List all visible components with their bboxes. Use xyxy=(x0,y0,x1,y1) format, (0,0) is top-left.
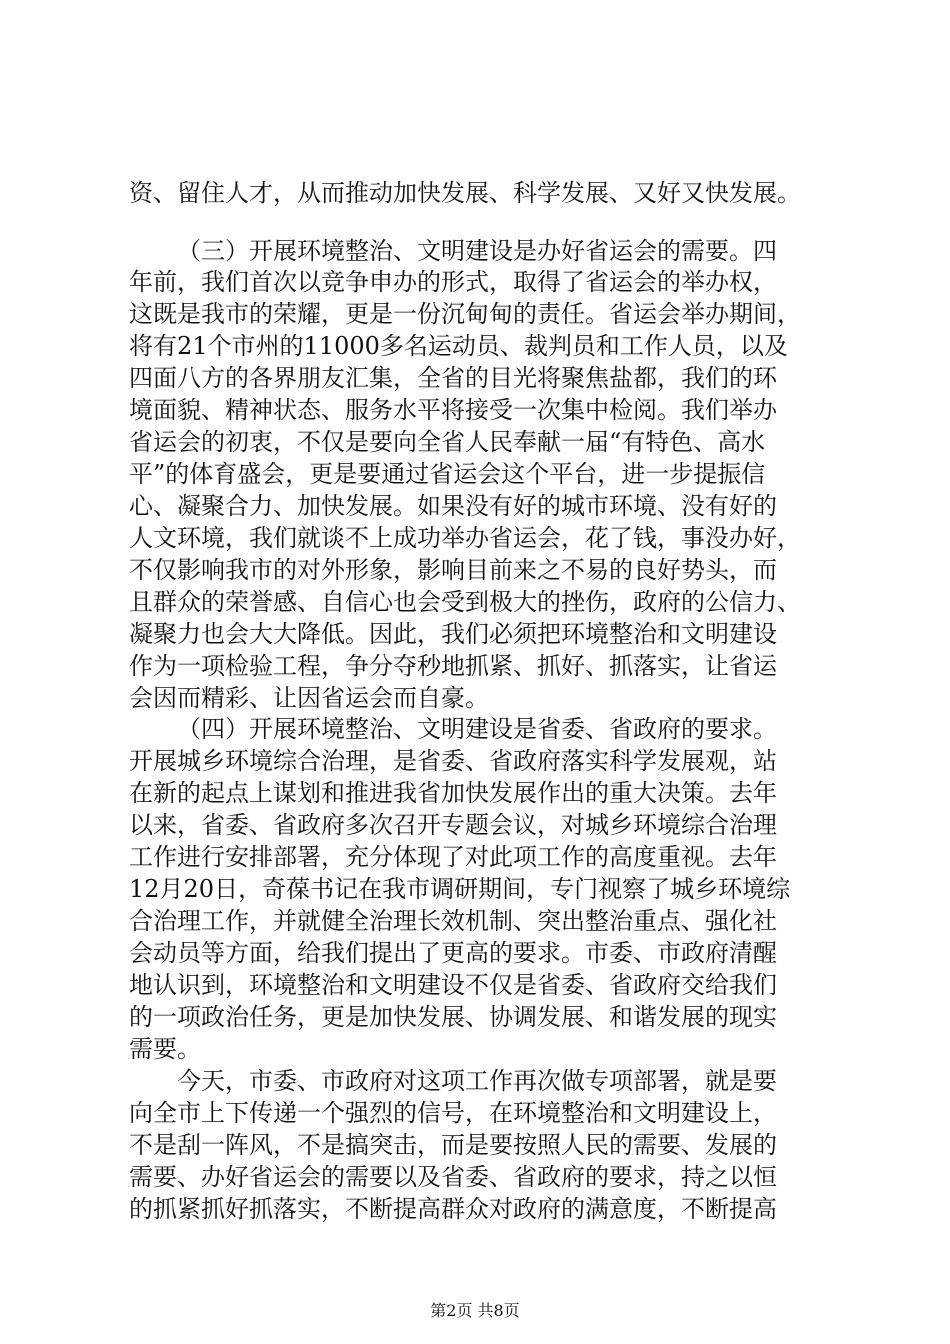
text-line: 的抓紧抓好抓落实，不断提高群众对政府的满意度，不断提高 xyxy=(129,1195,777,1223)
text-line: 年前，我们首次以竞争申办的形式，取得了省运会的举办权， xyxy=(129,268,777,296)
text-line: 人文环境，我们就谈不上成功举办省运会，花了钱，事没办好， xyxy=(129,524,801,552)
text-line: （四）开展环境整治、文明建设是省委、省政府的要求。 xyxy=(177,715,777,743)
text-line: 作为一项检验工程，争分夺秒地抓紧、抓好、抓落实，让省运 xyxy=(129,652,777,680)
text-line: 开展城乡环境综合治理，是省委、省政府落实科学发展观，站 xyxy=(129,747,777,775)
text-line: 工作进行安排部署，充分体现了对此项工作的高度重视。去年 xyxy=(129,843,777,871)
text-line: 不仅影响我市的对外形象，影响目前来之不易的良好势头，而 xyxy=(129,556,777,584)
text-line: 地认识到，环境整治和文明建设不仅是省委、省政府交给我们 xyxy=(129,971,777,999)
page-number-footer: 第2页 共8页 xyxy=(430,1301,520,1320)
text-line: 向全市上下传递一个强烈的信号，在环境整治和文明建设上， xyxy=(129,1099,777,1127)
text-line: （三）开展环境整治、文明建设是办好省运会的需要。四 xyxy=(177,237,777,265)
text-line: 会动员等方面，给我们提出了更高的要求。市委、市政府清醒 xyxy=(129,939,777,967)
text-line: 将有21个市州的11000多名运动员、裁判员和工作人员，以及 xyxy=(129,332,788,360)
text-line: 需要、办好省运会的需要以及省委、省政府的要求，持之以恒 xyxy=(129,1163,777,1191)
text-line: 合治理工作，并就健全治理长效机制、突出整治重点、强化社 xyxy=(129,907,777,935)
text-line: 的一项政治任务，更是加快发展、协调发展、和谐发展的现实 xyxy=(129,1003,777,1031)
text-line: 心、凝聚合力、加快发展。如果没有好的城市环境、没有好的 xyxy=(129,492,777,520)
text-line: 四面八方的各界朋友汇集，全省的目光将聚焦盐都，我们的环 xyxy=(129,364,777,392)
text-line: 且群众的荣誉感、自信心也会受到极大的挫伤，政府的公信力、 xyxy=(129,588,801,616)
text-line: 12月20日，奇葆书记在我市调研期间，专门视察了城乡环境综 xyxy=(129,875,791,903)
text-line: 会因而精彩、让因省运会而自豪。 xyxy=(129,684,489,712)
text-line: 凝聚力也会大大降低。因此，我们必须把环境整治和文明建设 xyxy=(129,620,777,648)
text-line: 需要。 xyxy=(129,1035,201,1063)
text-line: 以来，省委、省政府多次召开专题会议，对城乡环境综合治理 xyxy=(129,811,777,839)
text-line: 境面貌、精神状态、服务水平将接受一次集中检阅。我们举办 xyxy=(129,396,777,424)
text-line: 不是刮一阵风，不是搞突击，而是要按照人民的需要、发展的 xyxy=(129,1131,777,1159)
text-line: 在新的起点上谋划和推进我省加快发展作出的重大决策。去年 xyxy=(129,779,777,807)
text-line: 今天，市委、市政府对这项工作再次做专项部署，就是要 xyxy=(177,1067,777,1095)
text-line: 资、留住人才，从而推动加快发展、科学发展、又好又快发展。 xyxy=(129,179,801,207)
text-line: 省运会的初衷，不仅是要向全省人民奉献一届“有特色、高水 xyxy=(129,428,766,456)
text-line: 这既是我市的荣耀，更是一份沉甸甸的责任。省运会举办期间， xyxy=(129,300,801,328)
text-line: 平”的体育盛会，更是要通过省运会这个平台，进一步提振信 xyxy=(129,460,766,488)
